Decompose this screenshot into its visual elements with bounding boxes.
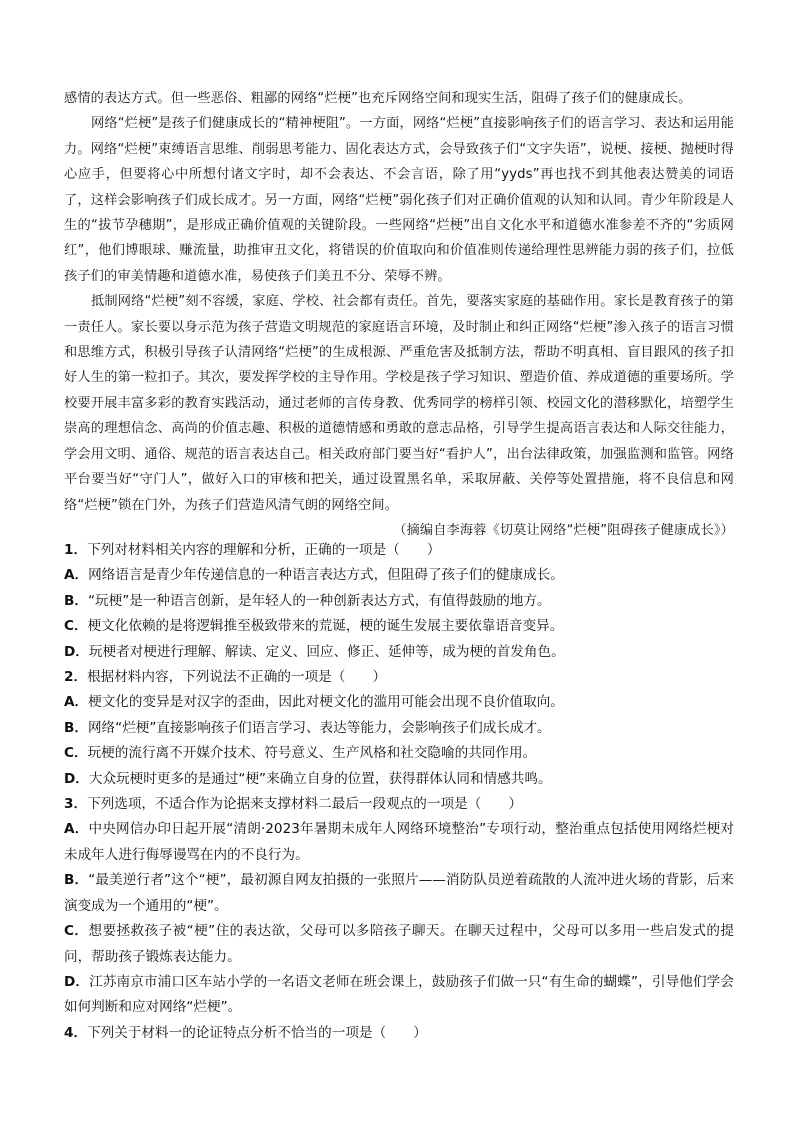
answer-option [64, 690, 734, 715]
question-stem [64, 665, 734, 690]
answer-option [64, 919, 734, 970]
answer-option [64, 589, 734, 614]
question-text: 下列选项，不适合作为论据来支撑材料二最后一段观点的一项是（ ） [87, 796, 523, 813]
option-text: 网络语言是青少年传递信息的一种语言表达方式，但阻碍了孩子们的健康成长。 [88, 567, 564, 584]
option-label: A． [64, 567, 89, 584]
passage-paragraph: 感情的表达方式。但一些恶俗、粗鄙的网络“烂梗”也充斥网络空间和现实生活，阻碍了孩子们的健康成长。 [64, 91, 692, 106]
option-text: 玩梗的流行离不开媒介技术、符号意义、生产风格和社交隐喻的共同作用。 [87, 745, 537, 762]
question-number: 2． [64, 669, 88, 686]
option-label: B． [64, 719, 88, 736]
passage-paragraph: 网络“烂梗”是孩子们健康成长的“精神梗阻”。一方面，网络“烂梗”直接影响孩子们的语言学习、表达和运用能力。网络“烂梗”束缚语言思维、削弱思考能力、固化表达方式，会导致孩子们“文字失语”，说梗、接梗、抛梗时得心应手，但要将心中所想付诸文字时，却不会表达、不会言语，除了用“yyds”再也找不到其他表达赞美的词语了，这样会影响孩子们成长成才。另一方面，网络“烂梗”弱化孩子们对正确价值观的认知和认同。青少年阶段是人生的“拔节孕穗期”，是形成正确价值观的关键阶段。一些网络“烂梗”出自文化水平和道德水准参差不齐的“劣质网红”，他们博眼球、赚流量，助推审丑文化，将错误的价值取向和价值准则传递给理性思辨能力弱的孩子们，拉低孩子们的审美情趣和道德水准，易使孩子们美丑不分、荣辱不辨。 [64, 116, 734, 284]
question-text: 根据材料内容，下列说法不正确的一项是（ ） [87, 669, 387, 686]
question-stem [64, 792, 734, 817]
option-label: D． [64, 643, 89, 660]
option-text: “最美逆行者”这个“梗”，最初源自网友拍摄的一张照片——消防队员逆着疏散的人流冲进火场的背影，后来演变成为一个通用的“梗”。 [64, 872, 734, 914]
answer-option [64, 767, 734, 792]
option-label: D． [64, 770, 89, 787]
question-stem [64, 538, 734, 563]
answer-option [64, 868, 734, 919]
option-text: 梗文化依赖的是将逻辑推至极致带来的荒诞，梗的诞生发展主要依靠语音变异。 [87, 618, 564, 635]
option-text: 中央网信办印日起开展“清朗·2023年暑期未成年人网络环境整治”专项行动，整治重点包括使用网络烂梗对未成年人进行侮辱谩骂在内的不良行为。 [64, 821, 735, 863]
passage-source: （摘编自李海蓉《切莫让网络“烂梗”阻碍孩子健康成长》） [393, 522, 734, 538]
passage-paragraph: 抵制网络“烂梗”刻不容缓，家庭、学校、社会都有责任。首先，要落实家庭的基础作用。家长是教育孩子的第一责任人。家长要以身示范为孩子营造文明规范的家庭语言环境，及时制止和纠正网络“烂梗”渗入孩子的语言习惯和思维方式，积极引导孩子认清网络“烂梗”的生成根源、严重危害及抵制方法，帮助不明真相、盲目跟风的孩子扣好人生的第一粒扣子。其次，要发挥学校的主导作用。学校是孩子学习知识、塑造价值、养成道德的重要场所。学校要开展丰富多彩的教育实践活动，通过老师的言传身教、优秀同学的榜样引领、校园文化的潜移默化，培塑学生崇高的理想信念、高尚的价值志趣、积极的道德情感和勇敢的意志品格，引导学生提高语言表达和人际交往能力，学会用文明、通俗、规范的语言表达自己。相关政府部门要当好“看护人”，出台法律政策，加强监测和监管。网络平台要当好“守门人”，做好入口的审核和把关，通过设置黑名单，采取屏蔽、关停等处置措施，将不良信息和网络“烂梗”锁在门外，为孩子们营造风清气朗的网络空间。 [64, 294, 734, 513]
option-label: A． [64, 694, 89, 711]
option-label: B． [64, 872, 89, 889]
question-text: 下列对材料相关内容的理解和分析，正确的一项是（ ） [87, 542, 441, 558]
option-text: 网络“烂梗”直接影响孩子们语言学习、表达等能力，会影响孩子们成长成才。 [87, 719, 551, 736]
option-label: D． [64, 973, 90, 990]
answer-option [64, 741, 734, 766]
answer-option [64, 817, 734, 868]
option-text: 玩梗者对梗进行理解、解读、定义、回应、修正、延伸等，成为梗的首发角色。 [88, 643, 565, 660]
question-list [64, 538, 734, 1046]
option-label: B． [64, 592, 88, 609]
question-stem [64, 1021, 734, 1046]
option-label: C． [64, 745, 88, 762]
question-number: 3． [64, 796, 88, 813]
question-text: 下列关于材料一的论证特点分析不恰当的一项是（ ） [87, 1024, 427, 1041]
option-text: 大众玩梗时更多的是通过“梗”来确立自身的位置，获得群体认同和情感共鸣。 [88, 770, 552, 787]
option-label: C． [64, 923, 89, 940]
answer-option [64, 563, 734, 588]
question-number: 4． [64, 1024, 88, 1041]
option-text: “玩梗”是一种语言创新，是年轻人的一种创新表达方式，有值得鼓励的地方。 [87, 592, 551, 609]
question-number: 1． [64, 542, 88, 558]
option-text: 江苏南京市浦口区车站小学的一名语文老师在班会课上，鼓励孩子们做一只“有生命的蝴蝶”，引导他们学会如何判断和应对网络“烂梗”。 [64, 973, 734, 1016]
option-text: 梗文化的变异是对汉字的歪曲，因此对梗文化的滥用可能会出现不良价值取向。 [88, 694, 564, 711]
answer-option [64, 970, 734, 1021]
answer-option [64, 614, 734, 639]
option-label: C． [64, 618, 88, 635]
answer-option [64, 640, 734, 665]
option-text: 想要拯救孩子被“梗”住的表达欲，父母可以多陪孩子聊天。在聊天过程中，父母可以多用一些启发式的提问，帮助孩子锻炼表达能力。 [64, 923, 734, 965]
reading-passage [64, 86, 734, 543]
option-label: A． [64, 821, 89, 838]
answer-option [64, 716, 734, 741]
